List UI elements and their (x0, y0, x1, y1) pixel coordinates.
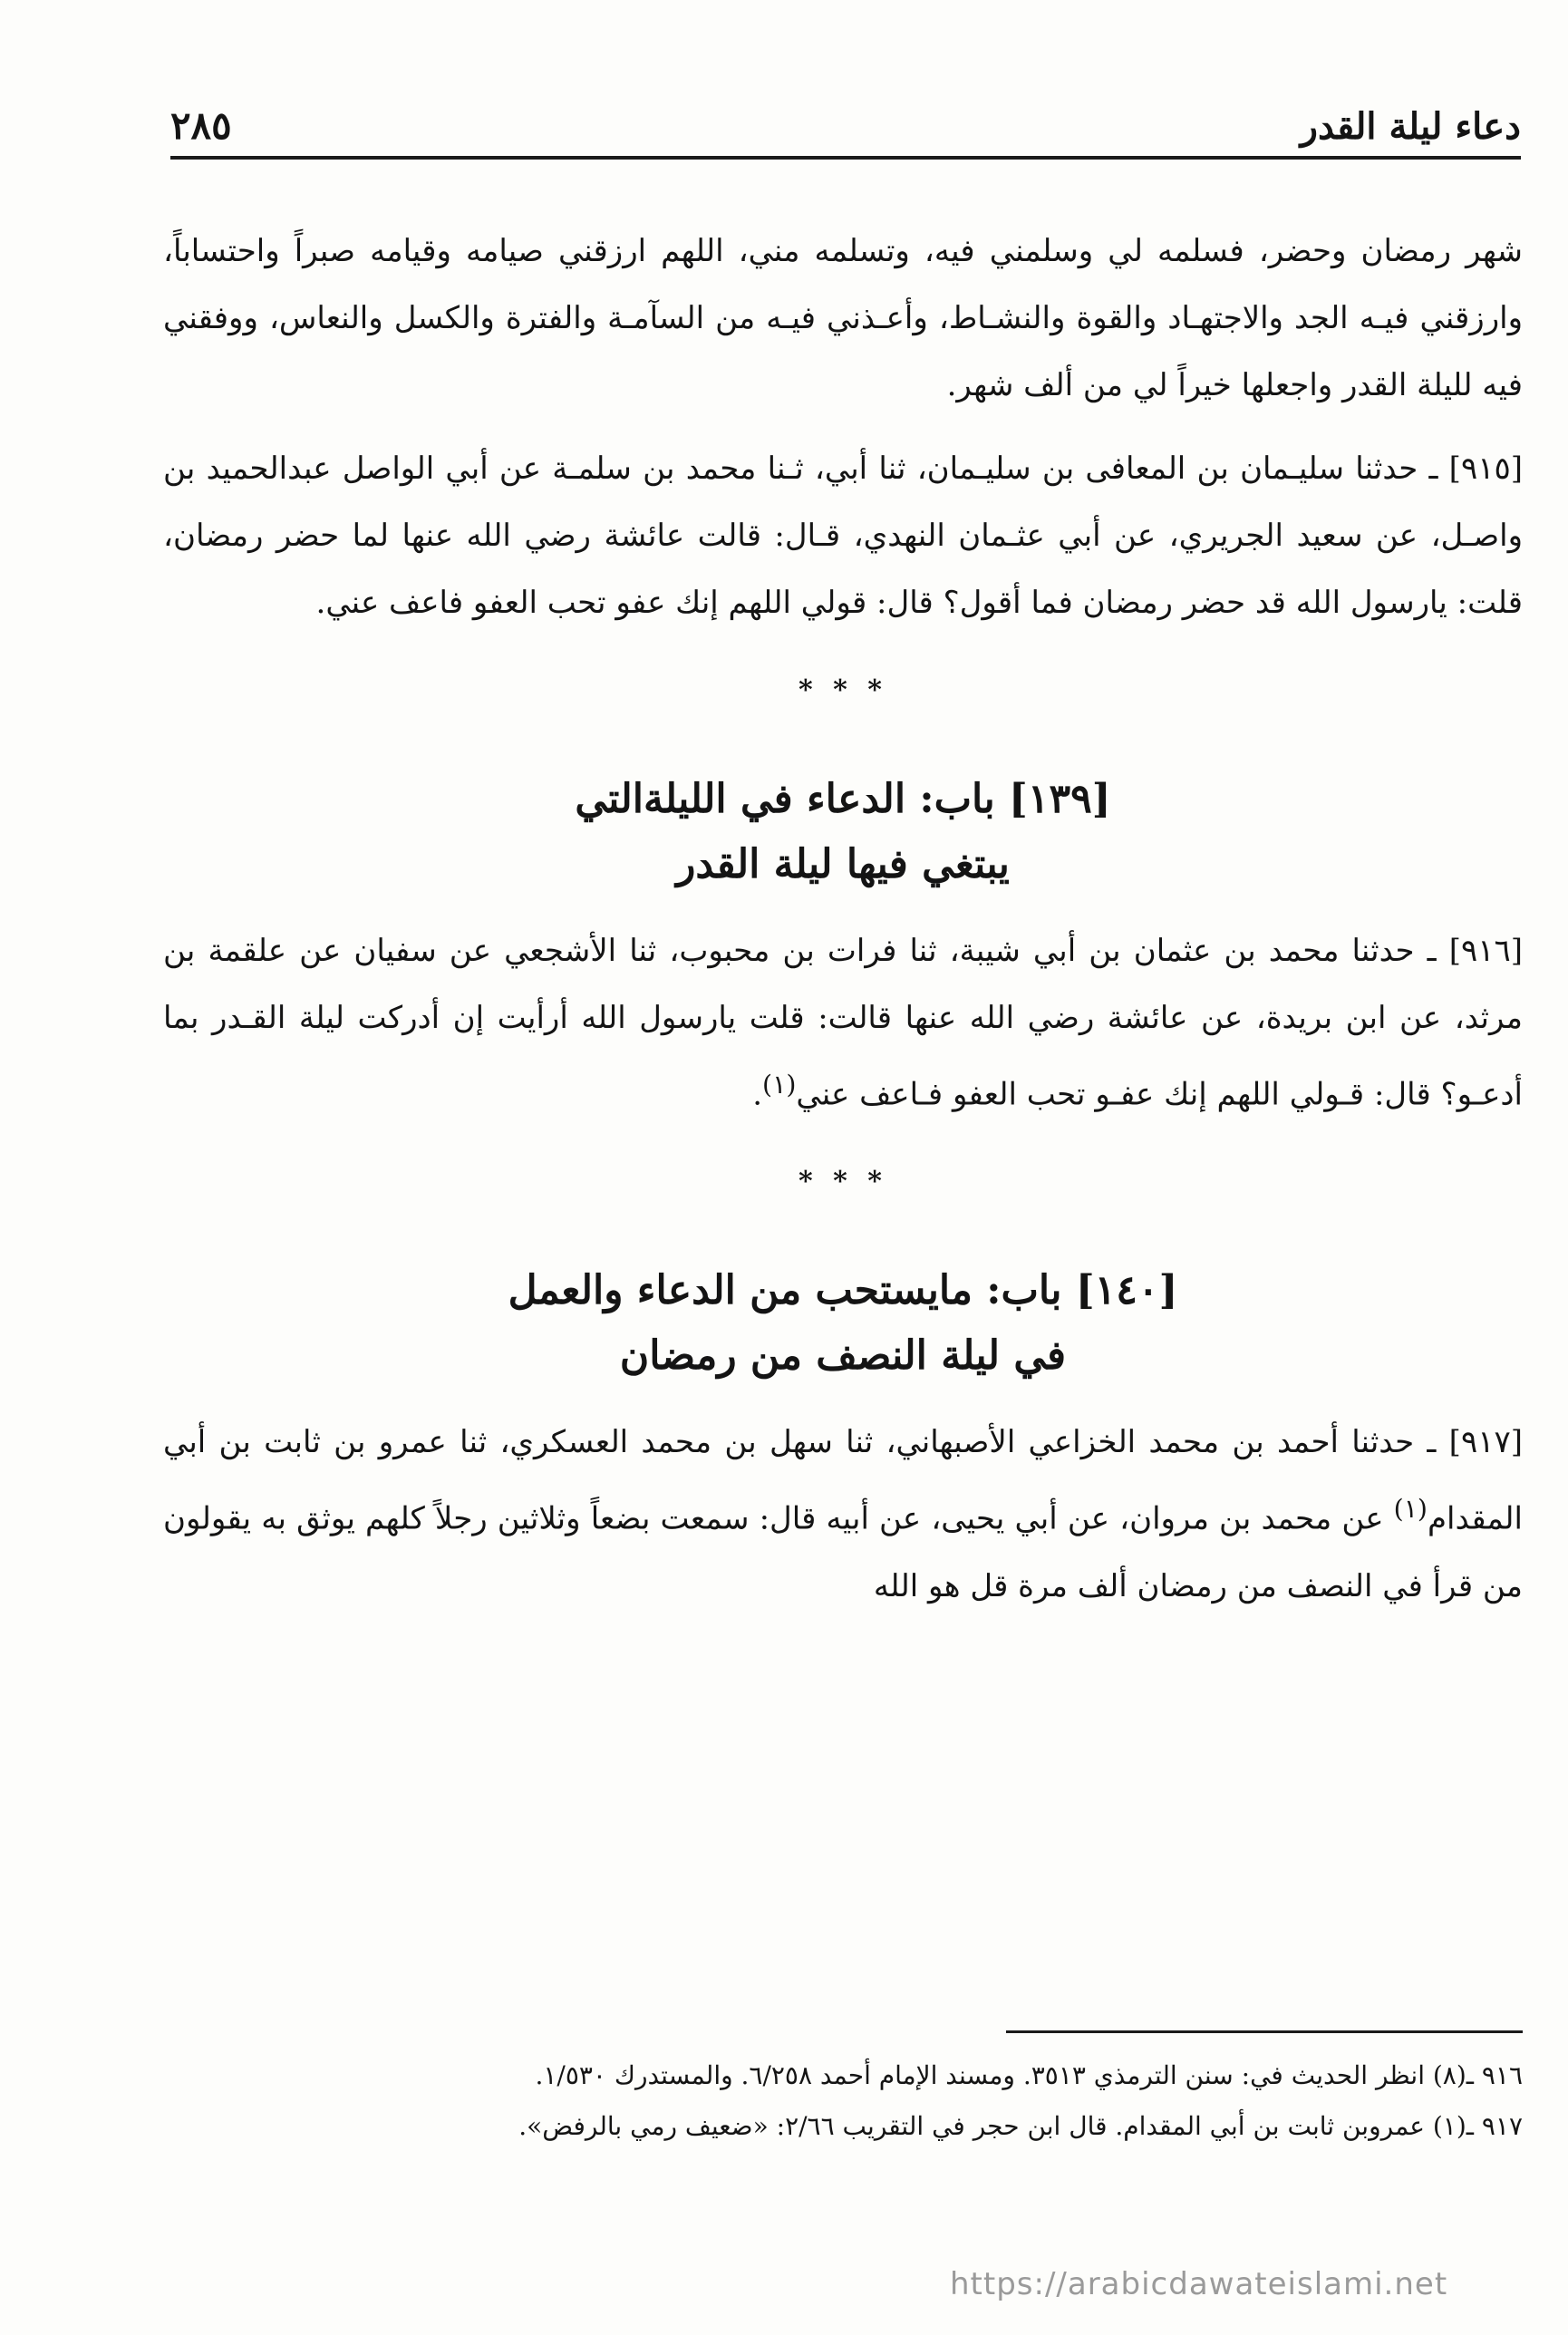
hadith-number: [٩١٥] (1448, 451, 1523, 487)
hadith-text: ـ حدثنا محمد بن عثمان بن أبي شيبة، ثنا فرات بن محبوب، ثنا الأشجعي عن سفيان عن علقمة بن مرثد، عن ابن بريدة، عن عائشة رضي الله عنها قالت: قلت يارسول الله أرأيت إن أدركت ليلة القـدر بما أدعـو؟ قال: قـولي اللهم إنك عفـو تحب العفو فـاعف عني (163, 933, 1523, 1113)
hadith-917 (163, 1409, 1523, 1619)
footnote-rule (1006, 2030, 1523, 2033)
chapter-heading-140 (163, 1258, 1523, 1389)
footnote-item: ٩١٧ ـ(١) عمروبن ثابت بن أبي المقدام. قال ابن حجر في التقريب ٢/٦٦: «ضعيف رمي بالرفض». (518, 2111, 1523, 2141)
hadith-text: ـ حدثنا سليـمان بن المعافى بن سليـمان، ثنا أبي، ثـنا محمد بن سلمـة عن أبي الواصل عبدالحميد بن واصـل، عن سعيد الجريري، عن أبي عثـمان النهدي، قـال: قالت عائشة رضي الله عنها لما حضر رمضان، قلت: يارسول الله قد حضر رمضان فما أقول؟ قال: قولي اللهم إنك عفو تحب العفو فاعف عني. (163, 451, 1523, 621)
hadith-number: [٩١٦] (1448, 933, 1524, 969)
section-separator: * * * (799, 674, 887, 706)
chapter-title-line-2: في ليلة النصف من رمضان (619, 1332, 1067, 1380)
header-rule (170, 156, 1521, 160)
hadith-text: ـ حدثنا أحمد بن محمد الخزاعي الأصبهاني، ثنا سهل بن محمد العسكري، ثنا عمرو بن ثابت بن أبي المقدام (163, 1424, 1523, 1537)
hadith-916 (163, 917, 1523, 1128)
hadith-text-continued: عن محمد بن مروان، عن أبي يحيى، عن أبيه قال: سمعت بضعاً وثلاثين رجلاً كلهم يوثق به يقولون من قرأ في النصف من رمضان ألف مرة قل هو الله (163, 1500, 1523, 1604)
main-text (163, 218, 1523, 1636)
chapter-title-line-1: [١٣٩] باب: الدعاء في الليلةالتي (575, 776, 1111, 822)
page-header (170, 100, 1521, 158)
section-separator: * * * (799, 1166, 887, 1198)
hadith-915 (163, 435, 1523, 636)
footnote-reference[interactable]: (١) (762, 1070, 797, 1100)
watermark-url: https://arabicdawateislami.net (950, 2266, 1448, 2302)
footnote-item: ٩١٦ ـ(٨) انظر الحديث في: سنن الترمذي ٣٥١٣. ومسند الإمام أحمد ٦/٢٥٨. والمستدرك ١/٥٣٠. (535, 2060, 1523, 2090)
footnotes (163, 2050, 1523, 2152)
footnote-reference[interactable]: (١) (1393, 1494, 1428, 1525)
continuation-paragraph: شهر رمضان وحضر، فسلمه لي وسلمني فيه، وتسلمه مني، اللهم ارزقني صيامه وقيامه صبراً واحتساباً، وارزقني فيـه الجد والاجتهـاد والقوة والنشـاط، وأعـذني فيـه من السآمـة والفترة والكسل والنعاس، ووفقني فيه لليلة القدر واجعلها خيراً لي من ألف شهر. (163, 233, 1523, 403)
hadith-end: . (752, 1076, 763, 1113)
running-head: دعاء ليلة القدر (1300, 105, 1521, 148)
hadith-number: [٩١٧] (1448, 1424, 1523, 1461)
page-number: ٢٨٥ (170, 103, 232, 148)
chapter-heading-139 (163, 767, 1523, 897)
chapter-title-line-1: [١٤٠] باب: مايستحب من الدعاء والعمل (508, 1267, 1178, 1314)
chapter-title-line-2: يبتغي فيها ليلة القدر (676, 841, 1010, 887)
